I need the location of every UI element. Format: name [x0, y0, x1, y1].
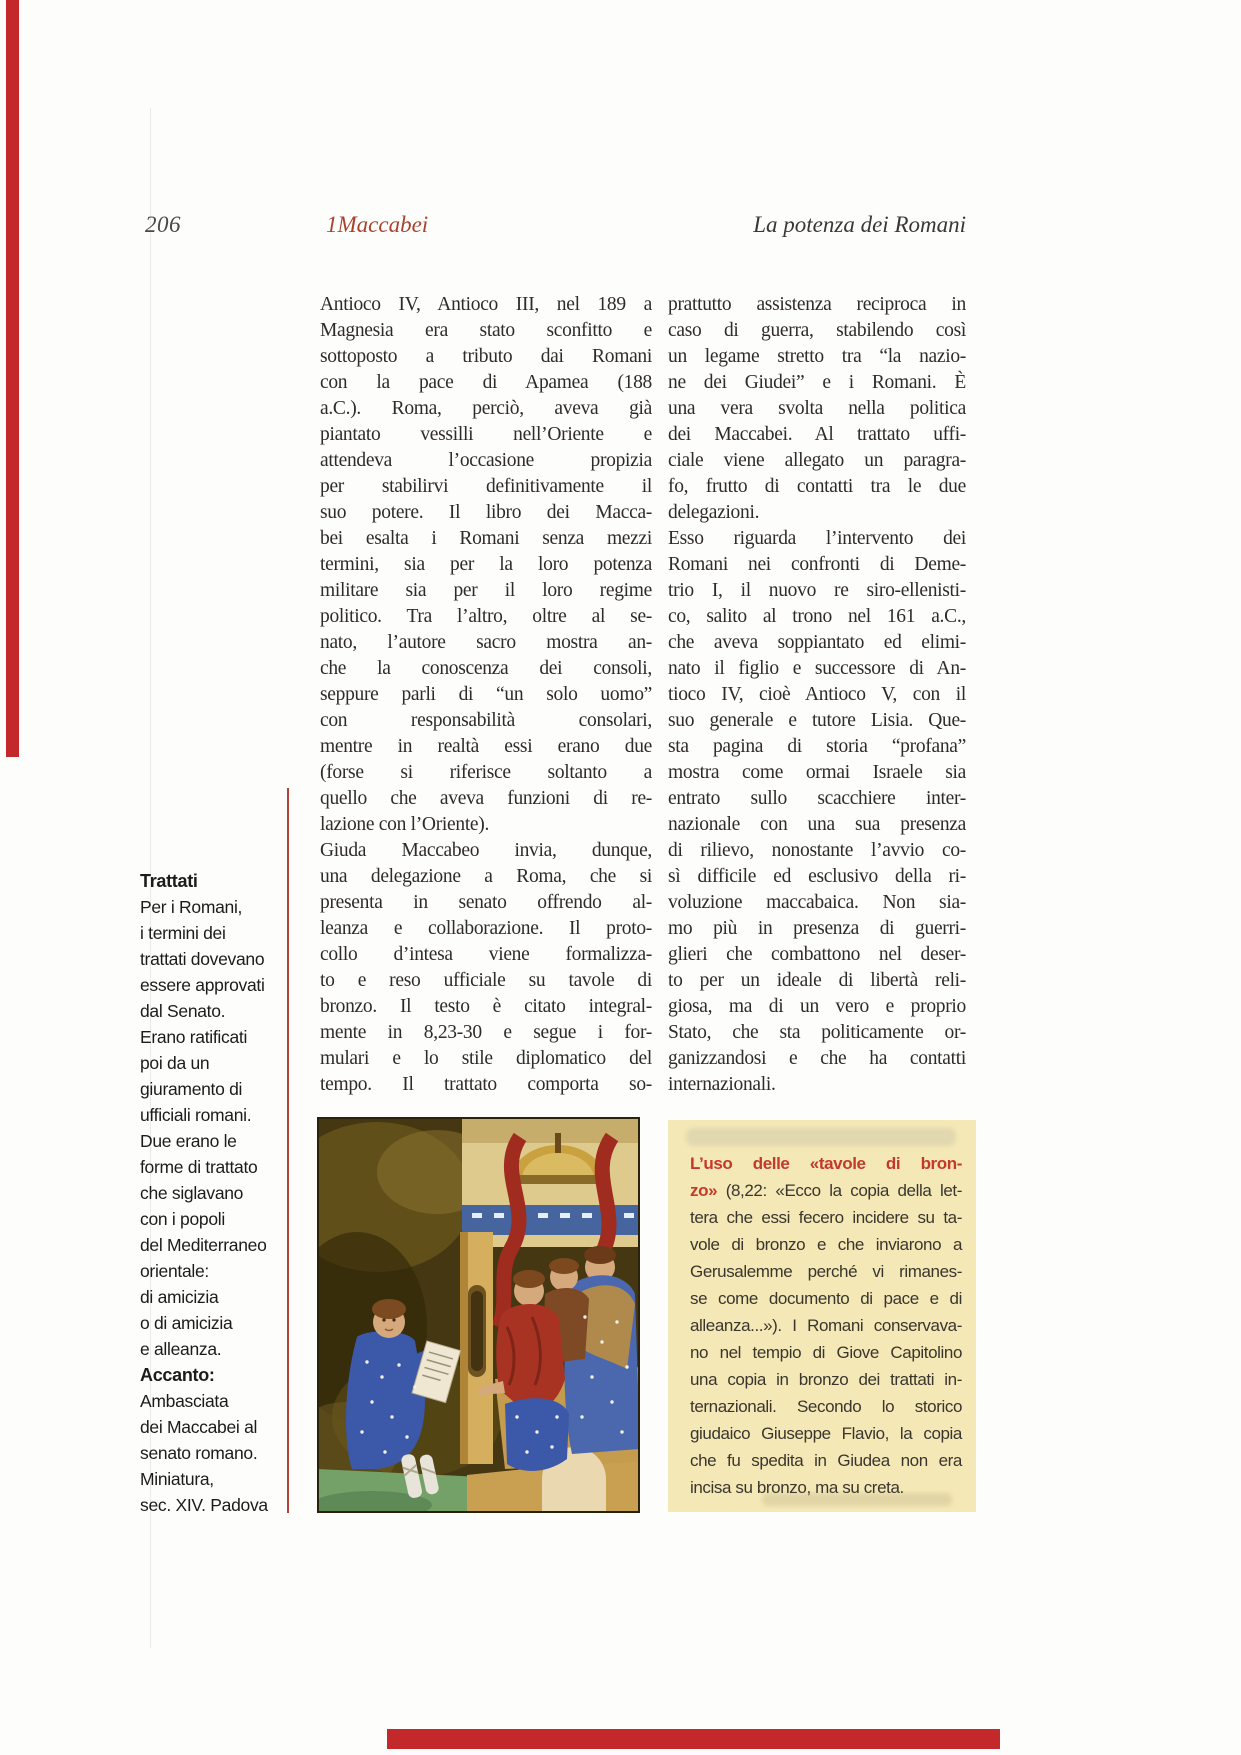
text-line: Per i Romani, [140, 897, 243, 917]
text-line: per stabilirvi definitivamente il [320, 476, 652, 497]
text-line: Esso riguarda l’intervento dei [668, 528, 966, 549]
running-title: La potenza dei Romani [753, 212, 966, 237]
text-line: con la pace di Apamea (188 [320, 372, 652, 393]
text-line: nato il figlio e successore di An- [668, 658, 966, 679]
medieval-miniature-graphic [317, 1117, 640, 1513]
text-line: sì difficile ed esclusivo della ri- [668, 866, 966, 887]
text-line: essere approvati [140, 975, 265, 995]
text-line: to per un ideale di libertà reli- [668, 970, 966, 991]
text-line: sottoposto a tributo dai Romani [320, 346, 652, 367]
text-line: Due erano le [140, 1131, 237, 1151]
page-edge-tab-left [6, 0, 19, 757]
text-line: attendeva l’occasione propizia [320, 450, 652, 471]
text-line: delegazioni. [668, 502, 760, 523]
text-line: presenta in senato offrendo al- [320, 892, 652, 913]
text-line: con responsabilità consolari, [320, 710, 652, 731]
text-line: tera che essi fecero incidere su ta- [690, 1208, 962, 1227]
text-line: forme di trattato [140, 1157, 258, 1177]
text-line: che siglavano [140, 1183, 244, 1203]
page-number: 206 [145, 212, 181, 237]
text-column-left [320, 292, 652, 1098]
text-line: senato romano. [140, 1443, 258, 1463]
text-line: bronzo. Il testo è citato integral- [320, 996, 652, 1017]
text-line: sec. XIV. Padova [140, 1495, 268, 1515]
text-line: Accanto: [140, 1365, 215, 1385]
text-line: mulari e lo stile diplomatico del [320, 1048, 652, 1069]
text-line: mente in 8,23-30 e segue i for- [320, 1022, 652, 1043]
show-through-smudge [686, 1128, 956, 1146]
text-line: di rilievo, nonostante l’avvio co- [668, 840, 966, 861]
text-line: mostra come ormai Israele sia [668, 762, 966, 783]
text-line: trio I, il nuovo re siro-ellenisti- [668, 580, 966, 601]
text-line: bei esalta i Romani senza mezzi [320, 528, 652, 549]
text-line: ciale viene allegato un paragra- [668, 450, 966, 471]
text-line: Ambasciata [140, 1391, 229, 1411]
margin-note [140, 868, 288, 1518]
text-line: Magnesia era stato sconfitto e [320, 320, 652, 341]
text-line: incisa su bronzo, ma su creta. [690, 1478, 904, 1497]
text-line: suo potere. Il libro dei Macca- [320, 502, 652, 523]
text-line: ufficiali romani. [140, 1105, 252, 1125]
text-line: co, salito al trono nel 161 a.C., [668, 606, 966, 627]
text-line: del Mediterraneo [140, 1235, 267, 1255]
text-line: che la conoscenza dei consoli, [320, 658, 652, 679]
text-line: giudaico Giuseppe Flavio, la copia [690, 1424, 962, 1443]
text-line [690, 1177, 962, 1204]
text-line: Trattati [140, 871, 198, 891]
text-line: tioco IV, cioè Antioco V, con il [668, 684, 966, 705]
text-column-right [668, 292, 966, 1098]
text-line: una copia in bronzo dei trattati in- [690, 1370, 962, 1389]
text-line: Erano ratificati [140, 1027, 248, 1047]
text-segment: zo» [690, 1181, 718, 1200]
text-line: poi da un [140, 1053, 210, 1073]
text-line: (forse si riferisce soltanto a [320, 762, 652, 783]
text-line: orientale: [140, 1261, 209, 1281]
text-line: L’uso delle «tavole di bron- [690, 1154, 962, 1173]
text-line: leanza e collaborazione. Il proto- [320, 918, 652, 939]
info-box-text [690, 1150, 962, 1501]
text-segment: (8,22: «Ecco la copia della let- [717, 1181, 962, 1200]
text-line: entrato sullo scacchiere inter- [668, 788, 966, 809]
miniature-illustration [317, 1117, 640, 1513]
text-line: che fu spedita in Giudea non era [690, 1451, 962, 1470]
text-line: glieri che combattono nel deser- [668, 944, 966, 965]
text-line: giuramento di [140, 1079, 243, 1099]
text-line: a.C.). Roma, perciò, aveva già [320, 398, 652, 419]
text-line: dal Senato. [140, 1001, 226, 1021]
text-line: dei Maccabei al [140, 1417, 258, 1437]
text-line: con i popoli [140, 1209, 225, 1229]
text-line: quello che aveva funzioni di re- [320, 788, 652, 809]
text-line: nazionale con una sua presenza [668, 814, 966, 835]
show-through-smudge-bottom [762, 1493, 952, 1506]
text-line: nato, l’autore sacro mostra an- [320, 632, 652, 653]
text-line: se come documento di pace e di [690, 1289, 962, 1308]
text-line: internazionali. [668, 1074, 776, 1095]
text-line: vole di bronzo e che inviarono a [690, 1235, 962, 1254]
text-line: termini, sia per la loro potenza [320, 554, 652, 575]
text-line: un legame stretto tra “la nazio- [668, 346, 966, 367]
text-line: Romani nei confronti di Deme- [668, 554, 966, 575]
text-line: alleanza...»). I Romani conservava- [690, 1316, 962, 1335]
text-line: Giuda Maccabeo invia, dunque, [320, 840, 652, 861]
text-line: o di amicizia [140, 1313, 233, 1333]
text-line: prattutto assistenza reciproca in [668, 294, 966, 315]
text-line: lazione con l’Oriente). [320, 814, 490, 835]
text-line: voluzione maccabaica. Non sia- [668, 892, 966, 913]
text-line: tempo. Il trattato comporta so- [320, 1074, 652, 1095]
text-line: fo, frutto di contatti tra le due [668, 476, 966, 497]
text-line: no nel tempio di Giove Capitolino [690, 1343, 962, 1362]
text-line: sta pagina di storia “profana” [668, 736, 966, 757]
text-line: mentre in realtà essi erano due [320, 736, 652, 757]
text-line: ganizzandosi e che ha contatti [668, 1048, 966, 1069]
text-line: giosa, ma di un vero e proprio [668, 996, 966, 1017]
text-line: che aveva soppiantato ed elimi- [668, 632, 966, 653]
text-line: i termini dei [140, 923, 226, 943]
text-line: collo d’intesa viene formalizza- [320, 944, 652, 965]
text-line: piantato vessilli nell’Oriente e [320, 424, 652, 445]
text-line: to e reso ufficiale su tavole di [320, 970, 652, 991]
text-line: trattati dovevano [140, 949, 265, 969]
text-line: mo più in presenza di guerri- [668, 918, 966, 939]
text-line: e alleanza. [140, 1339, 222, 1359]
text-line: Stato, che sta politicamente or- [668, 1022, 966, 1043]
text-line: ternazionali. Secondo lo storico [690, 1397, 962, 1416]
text-line: una delegazione a Roma, che si [320, 866, 652, 887]
text-line: Miniatura, [140, 1469, 214, 1489]
info-box [668, 1120, 976, 1512]
text-line: militare sia per il loro regime [320, 580, 652, 601]
text-line: caso di guerra, stabilendo così [668, 320, 966, 341]
text-line: Gerusalemme perché vi rimanes- [690, 1262, 962, 1281]
margin-rule [287, 788, 289, 1513]
text-line: seppure parli di “un solo uomo” [320, 684, 652, 705]
text-line: politico. Tra l’altro, oltre al se- [320, 606, 652, 627]
text-line: ne dei Giudei” e i Romani. È [668, 372, 966, 393]
text-line: suo generale e tutore Lisia. Que- [668, 710, 966, 731]
page-edge-tab-bottom [387, 1729, 1000, 1749]
text-line: di amicizia [140, 1287, 219, 1307]
text-line: dei Maccabei. Al trattato uffi- [668, 424, 966, 445]
text-line: Antioco IV, Antioco III, nel 189 a [320, 294, 652, 315]
book-section-label: 1Maccabei [326, 212, 429, 237]
text-line: una vera svolta nella politica [668, 398, 966, 419]
